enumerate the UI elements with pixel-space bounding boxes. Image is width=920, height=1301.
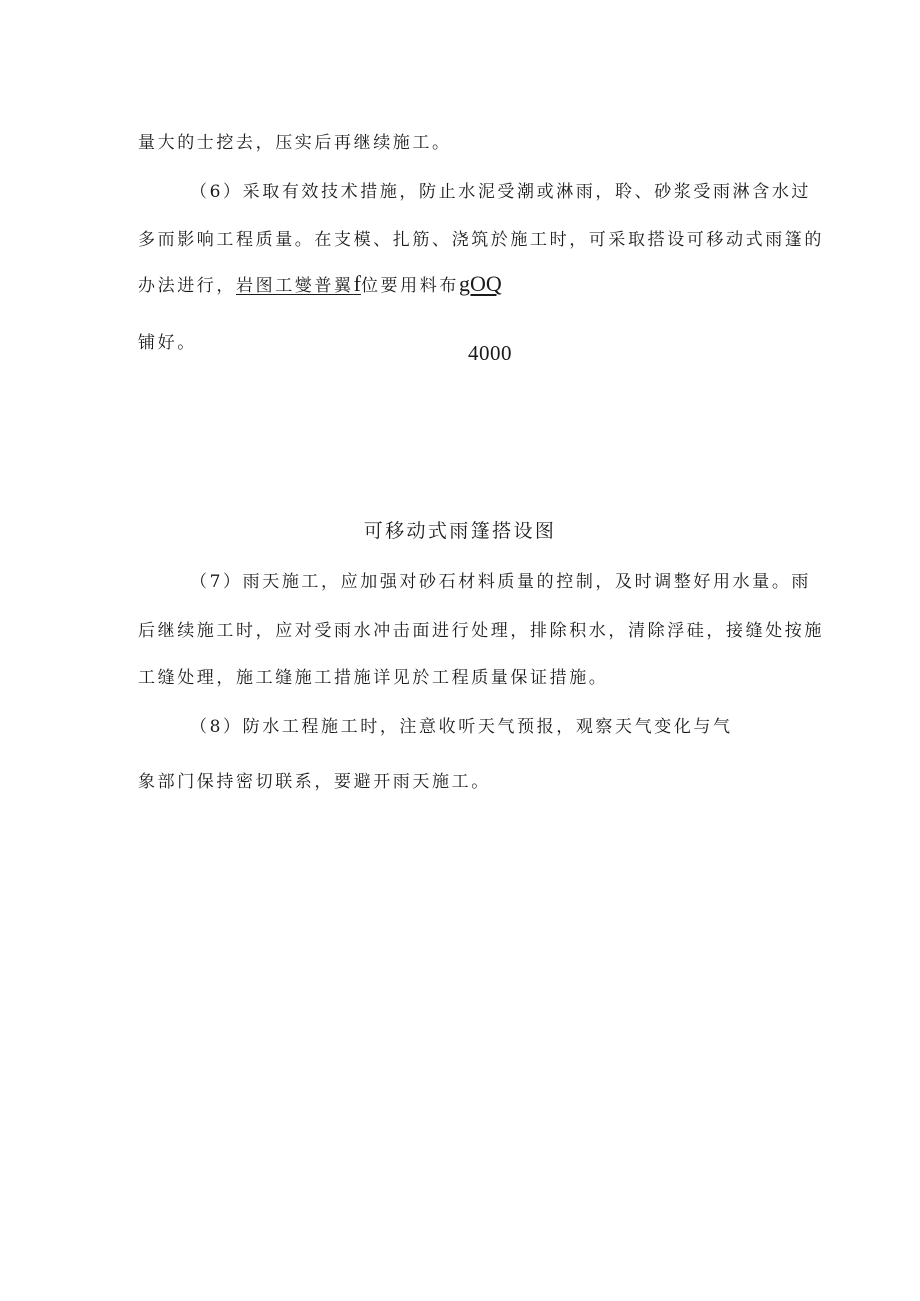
paragraph-6-line-3-mid: 位要用料布 [360, 276, 459, 296]
garbled-text-1: 岩图工燮普翼 [236, 276, 354, 296]
garbled-latin-goq: gOQ [458, 271, 502, 296]
underlined-garbled-text [236, 271, 361, 296]
paragraph-7-line-3: 工缝处理，施工缝施工措施详见於工程质量保证措施。 [138, 668, 609, 688]
paragraph-8-line-1: （8）防水工程施工时，注意收听天气预报，观察天气变化与气 [190, 717, 733, 737]
paragraph-6-line-2: 多而影响工程质量。在支模、扎筋、浇筑於施工时，可采取搭设可移动式雨篷的 [138, 230, 824, 250]
paragraph-8-line-2: 象部门保持密切联系，要避开雨天施工。 [138, 772, 491, 792]
paragraph-5-tail: 量大的士挖去，压实后再继续施工。 [138, 133, 452, 153]
paragraph-6-line-1: （6）采取有效技术措施，防止水泥受潮或淋雨，聆、砂浆受雨淋含水过 [190, 182, 812, 202]
paragraph-7-line-1: （7）雨天施工，应加强对砂石材料质量的控制，及时调整好用水量。雨 [190, 572, 812, 592]
paragraph-6-line-3-start: 办法进行， [138, 276, 236, 296]
garbled-latin-f: f [353, 271, 361, 296]
paragraph-6-line-3 [138, 272, 788, 298]
figure-dimension-label: 4000 [468, 341, 512, 365]
paragraph-6-line-4: 铺好。 [138, 333, 197, 353]
figure-caption: 可移动式雨篷搭设图 [363, 520, 557, 542]
paragraph-7-line-2: 后继续施工时，应对受雨水冲击面进行处理，排除积水，清除浮硅，接缝处按施 [138, 621, 824, 641]
